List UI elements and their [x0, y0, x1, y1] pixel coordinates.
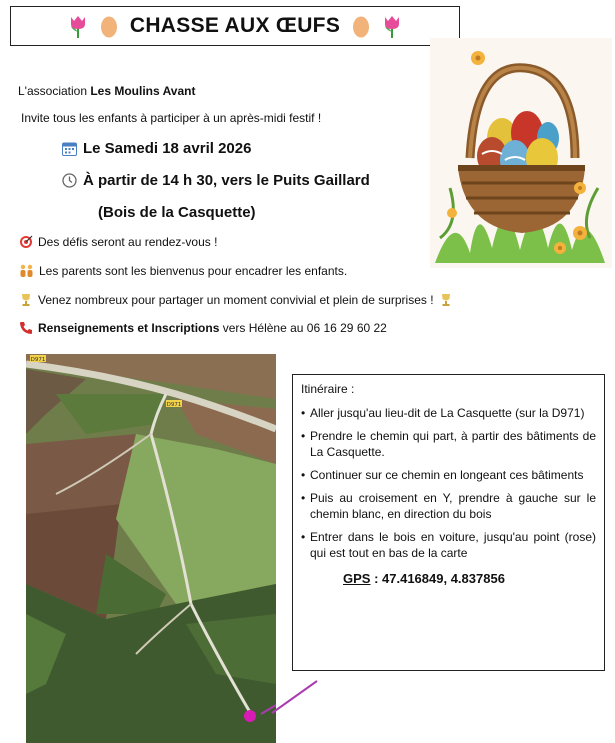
- itinerary-step: • Puis au croisement en Y, prendre à gauche sur le chemin blanc, en direction du bois: [301, 490, 596, 522]
- event-date: Le Samedi 18 avril 2026: [83, 140, 252, 157]
- time-line: [62, 172, 370, 189]
- itinerary-step: • Aller jusqu'au lieu-dit de La Casquette (sur la D971): [301, 405, 596, 421]
- itinerary-box: [292, 374, 605, 671]
- itinerary-steps: [301, 405, 596, 561]
- satellite-map: [26, 354, 276, 743]
- contact-line: [19, 321, 387, 335]
- event-time-place: À partir de 14 h 30, vers le Puits Gaillard: [83, 172, 370, 189]
- egg-icon: [100, 14, 118, 38]
- location-line: [98, 204, 256, 221]
- gps-coordinates: : 47.416849, 4.837856: [370, 571, 505, 586]
- contact-label: Renseignements et Inscriptions: [38, 321, 220, 335]
- trophy-icon: [439, 293, 453, 307]
- intro-line: [18, 84, 195, 98]
- event-location: (Bois de la Casquette): [98, 204, 256, 221]
- calendar-icon: [62, 141, 77, 156]
- road-label: D971: [30, 357, 46, 363]
- itinerary-step: • Entrer dans le bois en voiture, jusqu'au point (rose) qui est tout en bas de la carte: [301, 529, 596, 561]
- family-icon: [19, 264, 34, 278]
- trophy-icon: [19, 293, 33, 307]
- phone-icon: [19, 321, 33, 335]
- title-box: [10, 6, 460, 46]
- tulip-icon: [68, 14, 88, 38]
- intro-prefix: L'association: [18, 84, 91, 98]
- page-title: CHASSE AUX ŒUFS: [129, 14, 341, 37]
- challenges-text: Des défis seront au rendez-vous !: [38, 235, 218, 249]
- target-icon: [19, 235, 33, 249]
- tulip-icon: [382, 14, 402, 38]
- challenges-line: [19, 235, 217, 249]
- clock-icon: [62, 173, 77, 188]
- road-label: D971: [166, 402, 182, 408]
- egg-icon: [352, 14, 370, 38]
- itinerary-heading: Itinéraire :: [301, 382, 355, 396]
- destination-marker: [244, 710, 256, 722]
- gps-line: [301, 571, 596, 587]
- pointer-arrow: [270, 678, 320, 718]
- contact-text: vers Hélène au 06 16 29 60 22: [219, 321, 387, 335]
- invitation-line: [21, 111, 321, 125]
- invitation-text: Invite tous les enfants à participer à un après-midi festif !: [21, 111, 322, 125]
- itinerary-step: • Continuer sur ce chemin en longeant ces bâtiments: [301, 467, 596, 483]
- association-name: Les Moulins Avant: [90, 84, 196, 98]
- date-line: [62, 140, 251, 157]
- easter-basket-illustration: [430, 38, 612, 268]
- gps-label: GPS: [343, 571, 371, 586]
- invite-all-text: Venez nombreux pour partager un moment convivial et plein de surprises !: [38, 293, 434, 307]
- parents-text: Les parents sont les bienvenus pour encadrer les enfants.: [39, 264, 348, 278]
- parents-line: [19, 264, 347, 278]
- itinerary-step: • Prendre le chemin qui part, à partir des bâtiments de La Casquette.: [301, 428, 596, 460]
- invite-all-line: [19, 293, 453, 307]
